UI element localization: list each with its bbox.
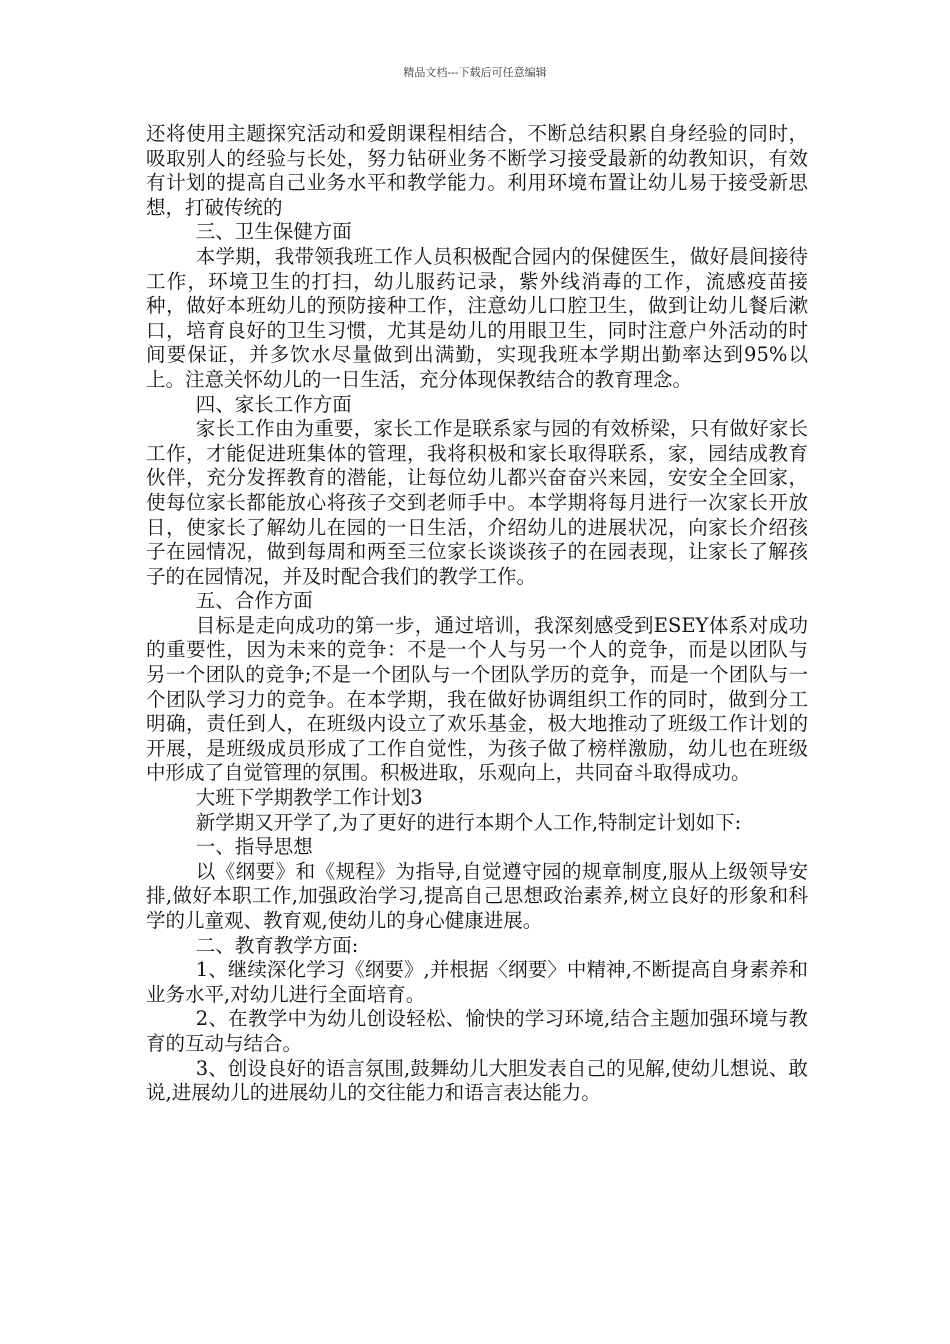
- section-heading: 二、教育教学方面:: [195, 933, 359, 957]
- list-item: 3、创设良好的语言氛围,鼓舞幼儿大胆发表自己的见解,使幼儿想说、敢说,进展幼儿的进展幼儿的交往能力和语言表达能力。: [146, 1056, 808, 1105]
- document-body: [146, 122, 808, 1106]
- paragraph-text: 以《纲要》和《规程》为指导,自觉遵守园的规章制度,服从上级领导安排,做好本职工作,加强政治学习,提高自己思想政治素养,树立良好的形象和科学的儿童观、教育观,使幼儿的身心健康进展。: [146, 859, 808, 932]
- paragraph-text: 目标是走向成功的第一步，通过培训，我深刻感受到ESEY体系对成功的重要性，因为未来的竞争：不是一个人与另一个人的竞争，而是以团队与另一个团队的竞争;不是一个团队与一个团队学历的竞争，而是一个团队与一个团队学习力的竞争。在本学期，我在做好协调组织工作的同时，做到分工明确，责任到人，在班级内设立了欢乐基金，极大地推动了班级工作计划的开展，是班级成员形成了工作自觉性，为孩子做了榜样激励，幼儿也在班级中形成了自觉管理的氛围。积极进取，乐观向上，共同奋斗取得成功。: [146, 613, 808, 785]
- paragraph-text: 还将使用主题探究活动和爱朗课程相结合，不断总结积累自身经验的同时，吸取别人的经验与长处，努力钻研业务不断学习接受最新的幼教知识，有效有计划的提高自己业务水平和教学能力。利用环境布置让幼儿易于接受新思想，打破传统的: [146, 122, 808, 219]
- section-heading: 五、合作方面: [195, 589, 313, 613]
- paragraph-text: 新学期又开学了,为了更好的进行本期个人工作,特制定计划如下:: [195, 810, 742, 834]
- section-heading: 三、卫生保健方面: [195, 220, 352, 244]
- page-header: 精品文档---下载后可任意编辑: [403, 66, 547, 79]
- list-item: 2、在教学中为幼儿创设轻松、愉快的学习环境,结合主题加强环境与教育的互动与结合。: [146, 1007, 808, 1055]
- section-heading: 一、指导思想: [195, 835, 313, 859]
- paragraph-text: 本学期，我带领我班工作人员积极配合园内的保健医生，做好晨间接待工作，环境卫生的打扫，幼儿服药记录，紫外线消毒的工作，流感疫苗接种，做好本班幼儿的预防接种工作，注意幼儿口腔卫生，做到让幼儿餐后漱口，培育良好的卫生习惯，尤其是幼儿的用眼卫生，同时注意户外活动的时间要保证，并多饮水尽量做到出满勤，实现我班本学期出勤率达到95%以上。注意关怀幼儿的一日生活，充分体现保教结合的教育理念。: [146, 244, 808, 391]
- paragraph-text: 家长工作由为重要，家长工作是联系家与园的有效桥梁，只有做好家长工作，才能促进班集体的管理，我将积极和家长取得联系，家，园结成教育伙伴，充分发挥教育的潜能，让每位幼儿都兴奋奋兴来园，安安全全回家，使每位家长都能放心将孩子交到老师手中。本学期将每月进行一次家长开放日，使家长了解幼儿在园的一日生活，介绍幼儿的进展状况，向家长介绍孩子在园情况，做到每周和两至三位家长谈谈孩子的在园表现，让家长了解孩子的在园情况，并及时配合我们的教学工作。: [146, 417, 808, 588]
- document-title: 大班下学期教学工作计划3: [195, 786, 423, 810]
- list-item: 1、继续深化学习《纲要》,并根据〈纲要〉中精神,不断提高自身素养和业务水平,对幼儿进行全面培育。: [146, 958, 808, 1006]
- section-heading: 四、家长工作方面: [195, 392, 352, 416]
